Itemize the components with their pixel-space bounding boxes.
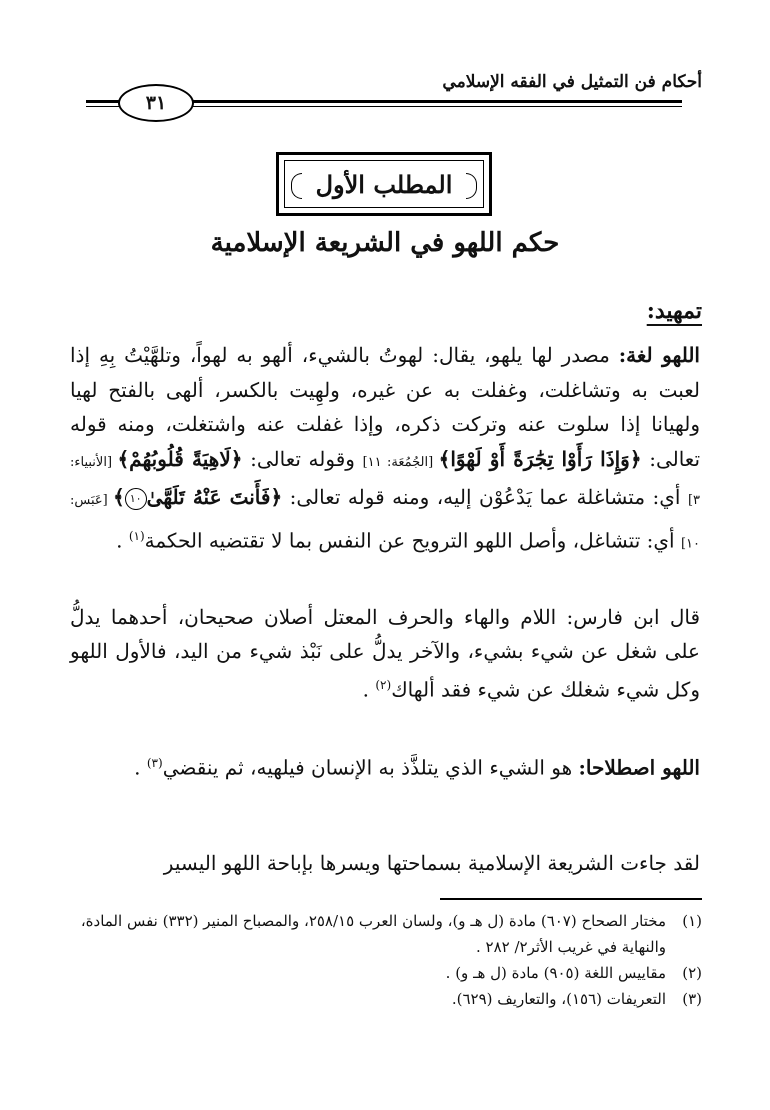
paragraph-sharia: لقد جاءت الشريعة الإسلامية بسماحتها ويسرها بإباحة اللهو اليسير <box>163 851 700 875</box>
intro-label: تمهيد: <box>646 298 702 324</box>
paragraph-ibn-faris <box>70 600 700 707</box>
para2-end: . <box>362 677 376 702</box>
footnote-separator <box>440 898 702 900</box>
section-title: المطلب الأول <box>315 169 453 199</box>
footnote-text: مختار الصحاح (٦٠٧) مادة (ل هـ و)، ولسان العرب ٢٥٨/١٥، والمصباح المنير (٣٣٢) نفس المادة، والنهاية في غريب الأثر٢/ ٢٨٢ . <box>80 912 666 956</box>
paragraph-lexical-definition <box>70 338 700 562</box>
para3-text: هو الشيء الذي يتلذَّذ به الإنسان فيلهيه، ثم ينقضي <box>162 755 579 780</box>
paragraph-technical-definition <box>70 746 700 785</box>
para1-text-1: مصدر لها يلهو، يقال: لهوتُ بالشيء، ألهو به لهواً، وتلهَّيْتُ بِهِ إذا لعبت به وتشاغلت، وغفلت به عن غيره، ولهِيت بالكسر، ألهى بالفتح لهيا ولهيانا إذا سلوت عنه وتركت ذكره، وإذا غفلت عنه واشتغلت، ومنه قوله تعالى: <box>70 343 701 471</box>
para1-text-3: أي: متشاغلة عما يَدْعُوْن إليه، ومنه قوله تعالى: <box>282 485 688 510</box>
footnotes <box>68 908 702 1012</box>
footnote-number: (١) <box>682 912 702 930</box>
footnote-marker-3[interactable]: (٣) <box>146 756 163 770</box>
section-title-inner-frame <box>284 160 484 208</box>
running-title: أحكام فن التمثيل في الفقه الإسلامي <box>442 72 702 92</box>
para1-text-4: أي: تتشاغل، وأصل اللهو الترويح عن النفس بما لا تقتضيه الحكمة <box>144 528 681 553</box>
verse-ref-3: [عَبَس: ١٠] <box>70 493 700 552</box>
verse-ref-1: [الجُمُعَة: ١١] <box>362 454 439 470</box>
footnote-number: (٢) <box>682 964 702 982</box>
footnote-text: التعريفات (١٥٦)، والتعاريف (٦٢٩). <box>451 990 666 1008</box>
quran-verse-1: ﴿وَإِذَا رَأَوْا تِجَٰرَةً أَوْ لَهْوًا﴾ <box>438 446 642 471</box>
quran-verse-2: ﴿لَاهِيَةً قُلُوبُهُمْ﴾ <box>117 446 243 471</box>
verse-ref-2: [الأنبياء: ٣] <box>70 454 700 509</box>
page-number: ٣١ <box>118 84 194 122</box>
para1-text-2: وقوله تعالى: <box>242 446 363 471</box>
section-title-frame <box>276 152 492 216</box>
footnote-item <box>68 908 702 960</box>
section-subtitle: حكم اللهو في الشريعة الإسلامية <box>210 228 560 258</box>
para1-end: . <box>116 528 129 553</box>
quran-verse-3: ﴿فَأَنتَ عَنْهُ تَلَهَّىٰ <box>146 485 283 510</box>
para2-text: قال ابن فارس: اللام والهاء والحرف المعتل أصلان صحيحان، أحدهما يدلُّ على شغل عن شيء بشيء، والآخر يدلُّ على نَبْذ شيء من اليد، فالأول اللهو وكل شيء شغلك عن شيء فقد ألهاك <box>70 605 700 702</box>
footnote-text: مقاييس اللغة (٩٠٥) مادة (ل هـ و) . <box>445 964 666 982</box>
footnote-number: (٣) <box>682 990 702 1008</box>
footnote-item <box>68 960 702 986</box>
footnote-item <box>68 986 702 1012</box>
para3-end: . <box>134 755 147 780</box>
term-technical: اللهو اصطلاحا: <box>578 755 700 780</box>
term-lexical: اللهو لغة: <box>618 343 700 367</box>
footnote-marker-1[interactable]: (١) <box>128 528 145 543</box>
ayah-number-marker: ١٠ <box>125 488 147 510</box>
footnote-marker-2[interactable]: (٢) <box>375 678 392 692</box>
quran-verse-3-end: ﴾ <box>112 485 125 510</box>
